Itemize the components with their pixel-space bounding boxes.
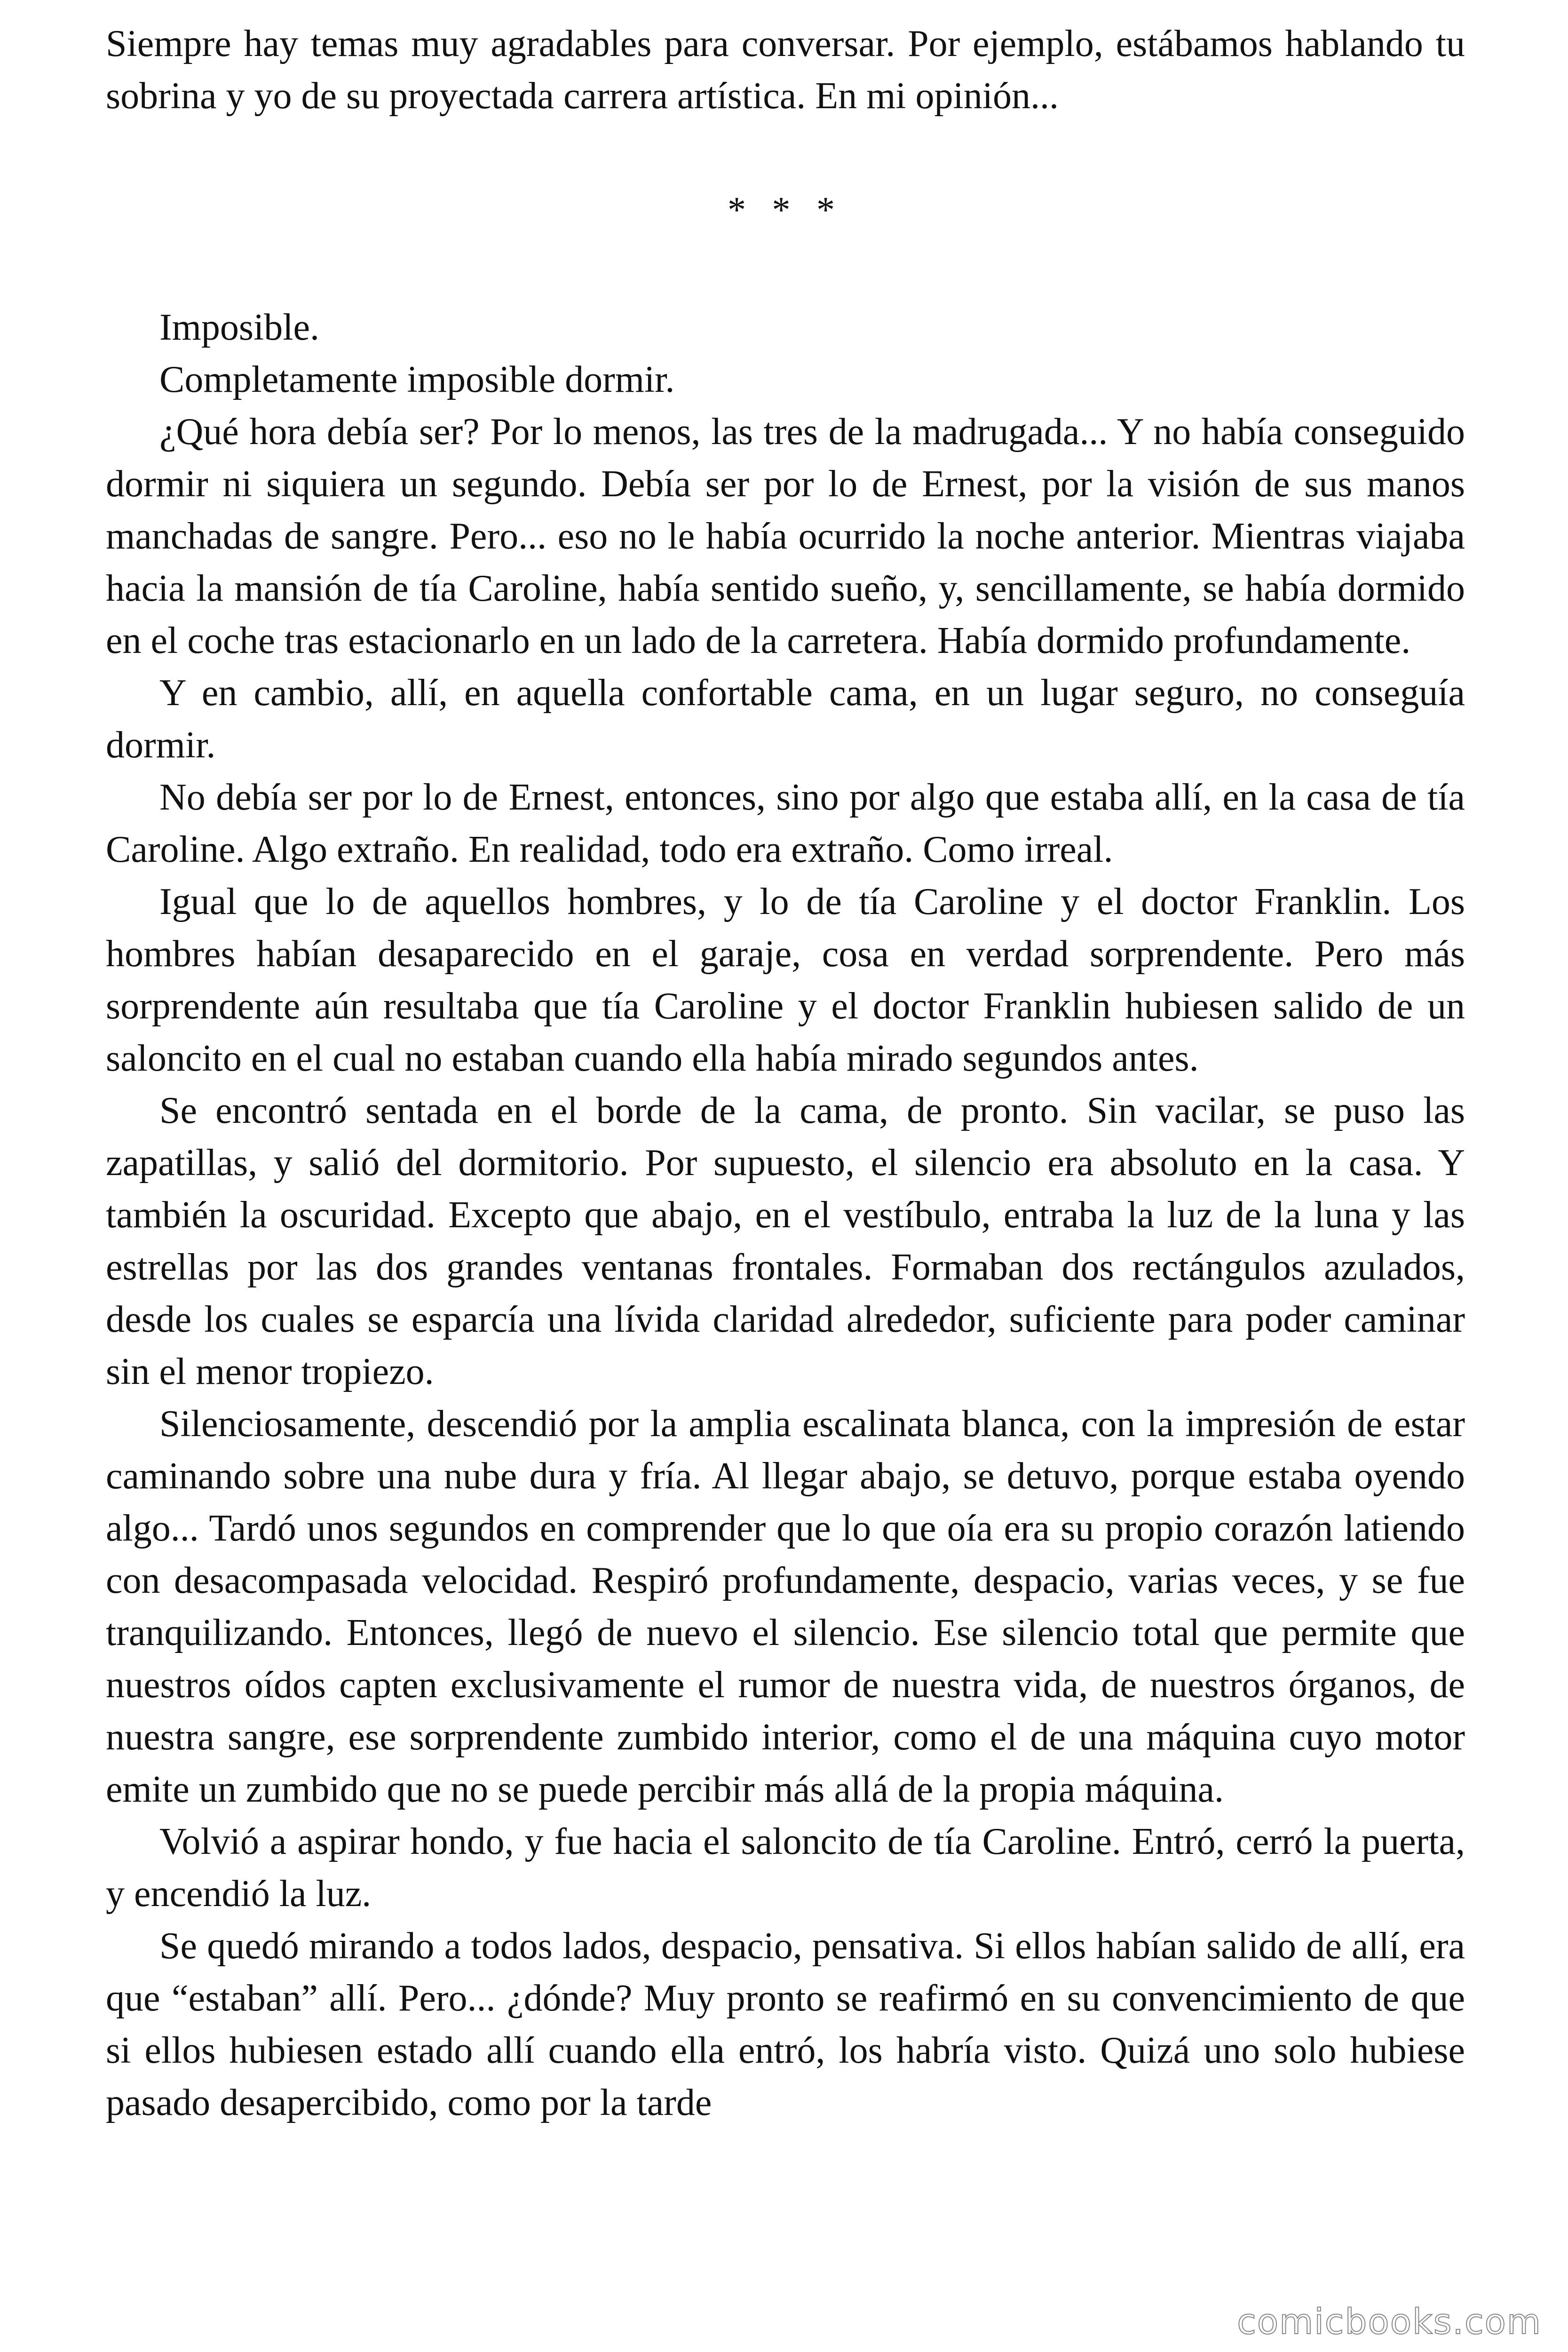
paragraph: Imposible. bbox=[159, 307, 319, 348]
paragraph: Y en cambio, allí, en aquella confortable cama, en un lugar seguro, no conseguía dormir. bbox=[106, 672, 1465, 766]
paragraph: Siempre hay temas muy agradables para conversar. Por ejemplo, estábamos hablando tu sobrina y yo de su proyectada carrera artística. En mi opinión... bbox=[106, 23, 1465, 117]
paragraph: Completamente imposible dormir. bbox=[159, 359, 675, 400]
paragraph: Se quedó mirando a todos lados, despacio, pensativa. Si ellos habían salido de allí, era que “estaban” allí. Pero... ¿dónde? Muy pronto se reafirmó en su convencimiento de que si ellos hubiesen estado allí cuando ella entró, los habría visto. Quizá uno solo hubiese pasado desapercibido, como por la tarde bbox=[106, 1925, 1465, 2123]
paragraph: Silenciosamente, descendió por la amplia escalinata blanca, con la impresión de estar caminando sobre una nube dura y fría. Al llegar abajo, se detuvo, porque estaba oyendo algo... Tardó unos segundos en comprender que lo que oía era su propio corazón latiendo con desacompasada velocidad. Respiró profundamente, despacio, varias veces, y se fue tranquilizando. Entonces, llegó de nuevo el silencio. Ese silencio total que permite que nuestros oídos capten exclusivamente el rumor de nuestra vida, de nuestros órganos, de nuestra sangre, ese sorprendente zumbido interior, como el de una máquina cuyo motor emite un zumbido que no se puede percibir más allá de la propia máquina. bbox=[106, 1403, 1465, 1810]
paragraph: Volvió a aspirar hondo, y fue hacia el saloncito de tía Caroline. Entró, cerró la puerta, y encendió la luz. bbox=[106, 1821, 1465, 1915]
paragraph: ¿Qué hora debía ser? Por lo menos, las tres de la madrugada... Y no había conseguido dormir ni siquiera un segundo. Debía ser por lo de Ernest, por la visión de sus manos manchadas de sangre. Pero... eso no le había ocurrido la noche anterior. Mientras viajaba hacia la mansión de tía Caroline, había sentido sueño, y, sencillamente, se había dormido en el coche tras estacionarlo en un lado de la carretera. Había dormido profundamente. bbox=[106, 411, 1465, 661]
site-watermark: comicbooks.com bbox=[1237, 2302, 1542, 2342]
book-page bbox=[106, 18, 1465, 2129]
paragraph: Se encontró sentada en el borde de la cama, de pronto. Sin vacilar, se puso las zapatillas, y salió del dormitorio. Por supuesto, el silencio era absoluto en la casa. Y también la oscuridad. Excepto que abajo, en el vestíbulo, entraba la luz de la luna y las estrellas por las dos grandes ventanas frontales. Formaban dos rectángulos azulados, desde los cuales se esparcía una lívida claridad alrededor, suficiente para poder caminar sin el menor tropiezo. bbox=[106, 1090, 1465, 1392]
paragraph: No debía ser por lo de Ernest, entonces, sino por algo que estaba allí, en la casa de tía Caroline. Algo extraño. En realidad, todo era extraño. Como irreal. bbox=[106, 777, 1465, 870]
paragraph: Igual que lo de aquellos hombres, y lo de tía Caroline y el doctor Franklin. Los hombres habían desaparecido en el garaje, cosa en verdad sorprendente. Pero más sorprendente aún resultaba que tía Caroline y el doctor Franklin hubiesen salido de un saloncito en el cual no estaban cuando ella había mirado segundos antes. bbox=[106, 881, 1465, 1079]
section-separator: * * * bbox=[728, 189, 843, 230]
